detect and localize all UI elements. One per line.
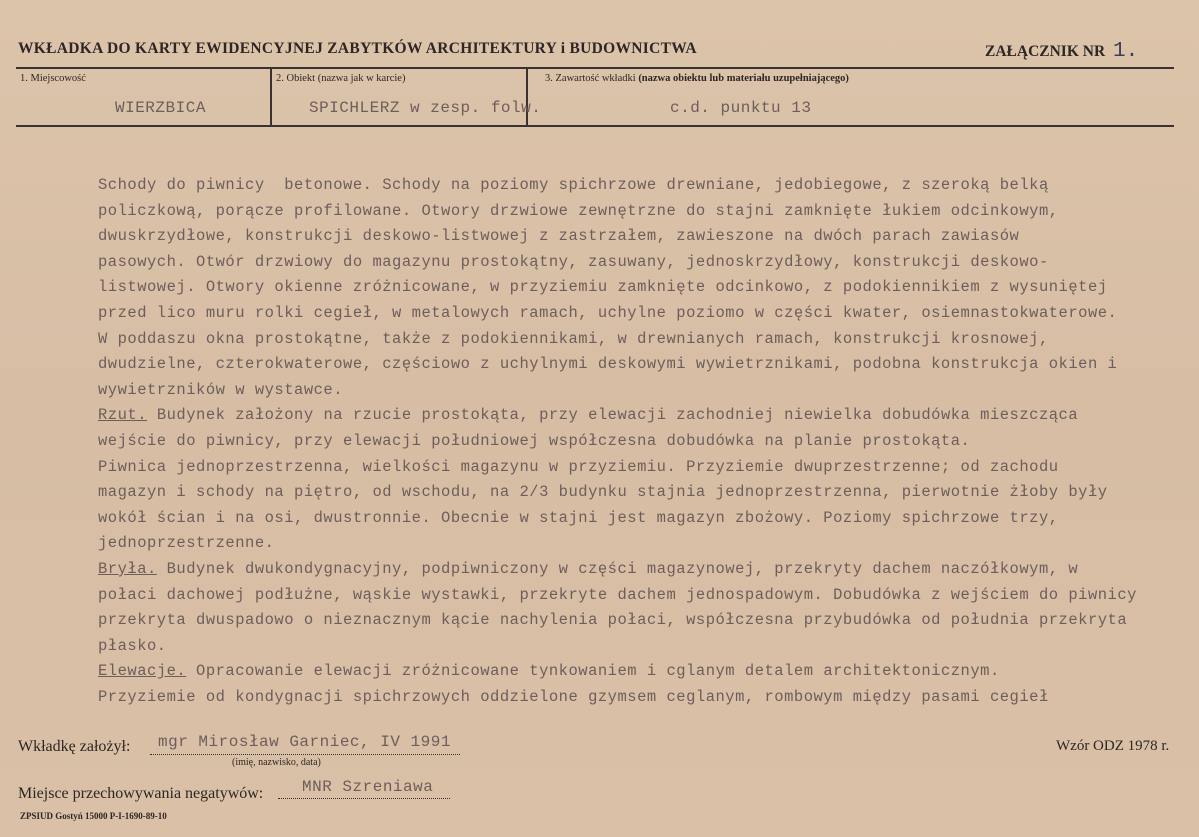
text-line: wokół ścian i na osi, dwustronnie. Obecnie w stajni jest magazyn zbożowy. Poziomy spichrzowe trzy, bbox=[98, 508, 1059, 527]
negatives-value: MNR Szreniawa bbox=[302, 778, 434, 796]
section-heading: Rzut. bbox=[98, 406, 148, 425]
text-line: Rzut. Budynek założony na rzucie prostokąta, przy elewacji zachodniej niewielka dobudówka mieszcząca bbox=[98, 406, 1079, 425]
card-title: WKŁADKA DO KARTY EWIDENCYJNEJ ZABYTKÓW ARCHITEKTURY i BUDOWNICTWA bbox=[18, 40, 697, 57]
content-value: c.d. punktu 13 bbox=[670, 99, 812, 117]
text-line: dwuskrzydłowe, konstrukcji deskowo-listwowej z zastrzałem, zawieszone na dwóch parach zawiasów bbox=[98, 227, 1020, 246]
object-label-note: (nazwa jak w karcie) bbox=[317, 73, 406, 84]
content-label-note: (nazwa obiektu lub materiału uzupełniającego) bbox=[638, 73, 849, 84]
content-label-prefix: 3. Zawartość wkładki bbox=[545, 73, 636, 84]
content-label bbox=[545, 73, 849, 84]
text-line: przekryta dwuspadowo o nieznacznym kącie nachylenia połaci, współczesna przybudówka od południa przekryta bbox=[98, 611, 1128, 630]
text-line: wywietrzników w wystawce. bbox=[98, 380, 344, 399]
description-text bbox=[98, 173, 1198, 710]
text-line: pasowych. Otwór drzwiowy do magazynu prostokątny, zasuwany, jednoskrzydłowy, konstrukcji deskowo- bbox=[98, 252, 1049, 271]
text-line: W poddaszu okna prostokątne, także z podokiennikami, w drewnianych ramach, konstrukcji krosnowej, bbox=[98, 329, 1049, 348]
place-value: WIERZBICA bbox=[115, 99, 206, 117]
pattern-label: Wzór ODZ 1978 r. bbox=[1056, 738, 1170, 754]
negatives-dotted-line bbox=[278, 798, 450, 799]
object-label-prefix: 2. Obiekt bbox=[276, 73, 316, 84]
text-line: Piwnica jednoprzestrzenna, wielkości magazynu w przyziemiu. Przyziemie dwuprzestrzenne; od zachodu bbox=[98, 457, 1059, 476]
text-line: dwudzielne, czterokwaterowe, częściowo z uchylnymi deskowymi wywietrznikami, podobna konstrukcja okien i bbox=[98, 355, 1118, 374]
text-line: Bryła. Budynek dwukondygnacyjny, podpiwniczony w części magazynowej, przekryty dachem naczółkowym, w bbox=[98, 559, 1079, 578]
author-dotted-line bbox=[150, 754, 460, 755]
header-rule-bottom bbox=[16, 125, 1174, 127]
author-value: mgr Mirosław Garniec, IV 1991 bbox=[158, 733, 451, 751]
header-rule-top bbox=[16, 67, 1174, 69]
object-label bbox=[276, 73, 405, 84]
text-line: jednoprzestrzenne. bbox=[98, 534, 275, 553]
annex-number: 1. bbox=[1113, 40, 1139, 63]
section-heading: Bryła. bbox=[98, 559, 157, 578]
field-divider-1 bbox=[270, 69, 272, 125]
text-line: Przyziemie od kondygnacji spichrzowych oddzielone gzymsem ceglanym, rombowym między pasami cegieł bbox=[98, 687, 1049, 706]
negatives-label: Miejsce przechowywania negatywów: bbox=[18, 785, 264, 802]
text-line: Elewacje. Opracowanie elewacji zróżnicowane tynkowaniem i cglanym detalem architektonicznym. bbox=[98, 662, 1000, 681]
annex-label bbox=[985, 40, 1138, 63]
text-line: listwowej. Otwory okienne zróżnicowane, w przyziemiu zamknięte odcinkowo, z podokiennikiem z wysuniętej bbox=[98, 278, 1108, 297]
text-line: wejście do piwnicy, przy elewacji południowej współczesna dobudówka na planie prostokąta. bbox=[98, 431, 971, 450]
text-line: Schody do piwnicy betonowe. Schody na poziomy spichrzowe drewniane, jedobiegowe, z szeroką belką bbox=[98, 176, 1049, 194]
section-heading: Elewacje. bbox=[98, 662, 187, 681]
annex-label-text: ZAŁĄCZNIK NR bbox=[985, 43, 1106, 60]
text-line: przed lico muru rolki cegieł, w metalowych ramach, uchylne poziomo w części kwater, osiemnastokwaterowe. bbox=[98, 303, 1118, 322]
text-line: policzkową, porącze profilowane. Otwory drzwiowe zewnętrzne do stajni zamknięte łukiem odcinkowym, bbox=[98, 201, 1059, 220]
author-hint: (imię, nazwisko, data) bbox=[232, 757, 321, 768]
author-label: Wkładkę założył: bbox=[18, 738, 131, 755]
text-line: magazyn i schody na piętro, od wschodu, na 2/3 budynku stajnia jednoprzestrzenna, pierwotnie żłoby były bbox=[98, 483, 1108, 502]
place-label: 1. Miejscowość bbox=[20, 73, 86, 84]
text-line: płasko. bbox=[98, 636, 167, 655]
text-line: połaci dachowej podłużne, wąskie wystawki, przekryte dachem jednospadowym. Dobudówka z wejściem do piwnicy bbox=[98, 585, 1137, 604]
printer-imprint: ZPSIUD Gostyń 15000 P-I-1690-89-10 bbox=[20, 811, 167, 821]
object-value: SPICHLERZ w zesp. folw. bbox=[309, 99, 542, 117]
